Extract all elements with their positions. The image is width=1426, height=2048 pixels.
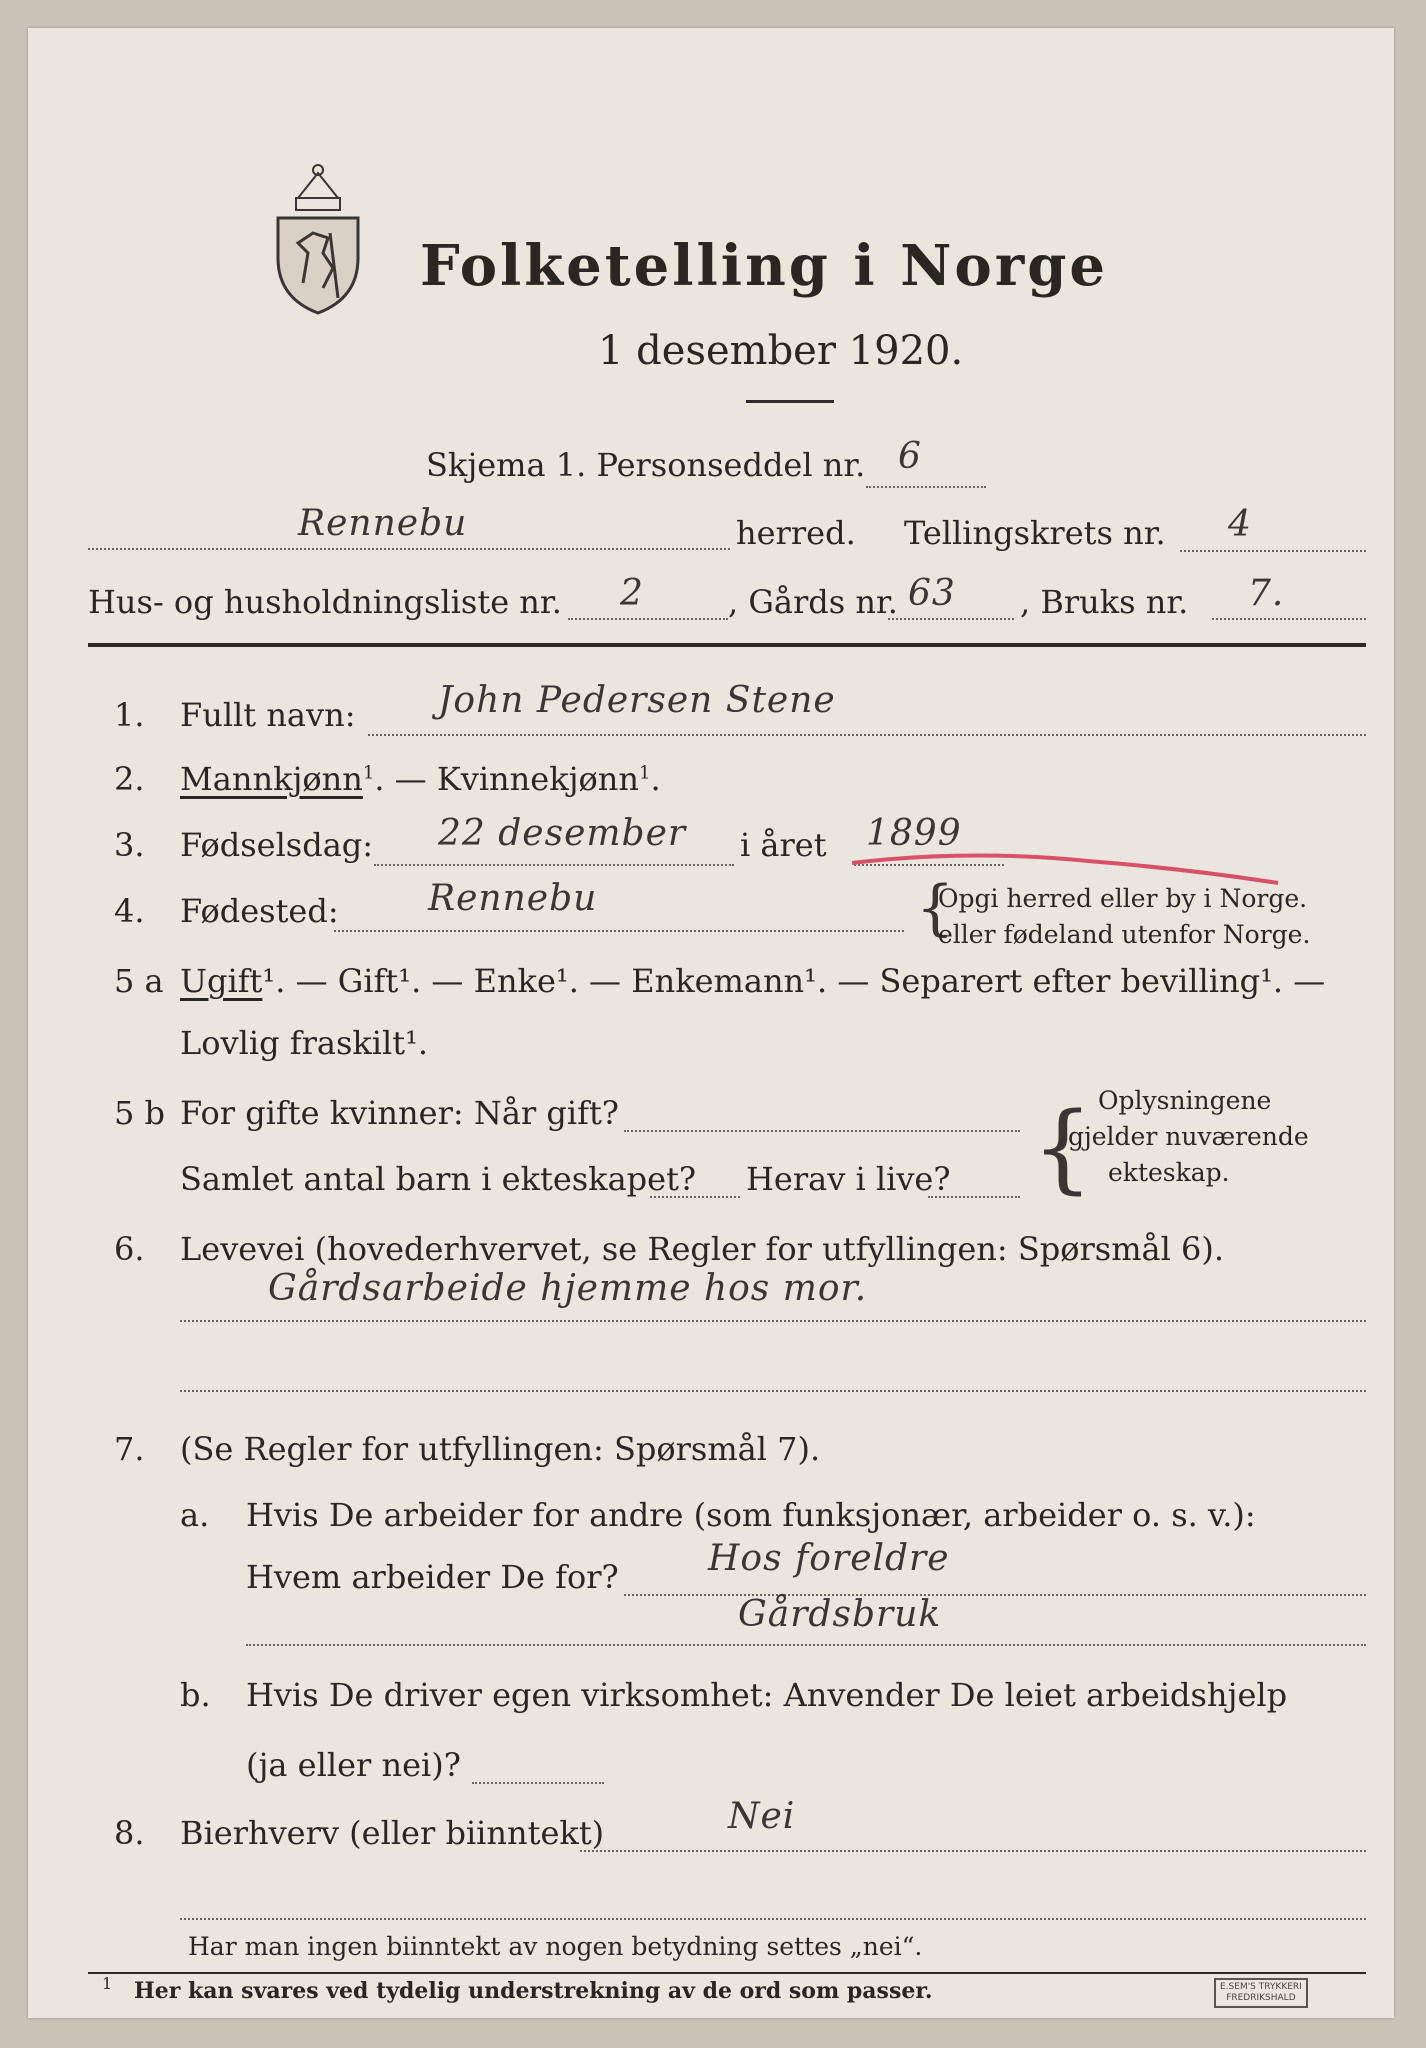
alive-label: Herav i live? (746, 1160, 951, 1198)
q4-number: 4. (114, 892, 145, 930)
male-option: Mannkjønn (180, 760, 363, 798)
occupation-value: Gårdsarbeide hjemme hos mor. (268, 1268, 868, 1309)
side-income-label: Bierhverv (eller biinntekt) (180, 1814, 605, 1852)
title-divider (746, 400, 834, 403)
married-women-label: For gifte kvinner: Når gift? (180, 1094, 619, 1132)
q5b-number: 5 b (114, 1094, 166, 1132)
side-income-note: Har man ingen biinntekt av nogen betydning settes „nei“. (188, 1932, 923, 1961)
hired-help-label: (ja eller nei)? (246, 1746, 461, 1784)
q7a-question: Hvis De arbeider for andre (som funksjonær, arbeider o. s. v.): (246, 1496, 1256, 1534)
herred-value: Rennebu (298, 503, 468, 544)
employer-value-2: Gårdsbruk (738, 1594, 942, 1635)
marital-status-options: Ugift¹. — Gift¹. — Enke¹. — Enkemann¹. — Separert efter bevilling¹. — (180, 962, 1326, 1000)
marriage-note-3: ekteskap. (1108, 1158, 1230, 1187)
husliste-nr: 2 (620, 573, 644, 614)
marriage-note-1: Oplysningene (1098, 1086, 1272, 1115)
bruks-nr: 7. (1248, 573, 1285, 614)
husliste-label: Hus- og husholdningsliste nr. (88, 583, 562, 621)
marital-status-options-2: Lovlig fraskilt¹. (180, 1024, 429, 1062)
q7b-question: Hvis De driver egen virksomhet: Anvender De leiet arbeidshjelp (246, 1676, 1288, 1714)
gender-options: Mannkjønn$^1$. — Kvinnekjønn$^1$. (180, 760, 661, 798)
q7-number: 7. (114, 1430, 145, 1468)
herred-label: herred. (736, 514, 856, 552)
birth-date-value: 22 desember (438, 813, 687, 854)
q7b-letter: b. (180, 1676, 211, 1714)
printer-stamp: E.SEM'S TRYKKERI FREDRIKSHALD (1214, 1978, 1308, 2008)
form-title: Folketelling i Norge (420, 233, 1109, 299)
q1-number: 1. (114, 696, 145, 734)
unmarried-option: Ugift (180, 962, 263, 1000)
footnote-rule (88, 1972, 1366, 1974)
q5a-number: 5 a (114, 962, 164, 1000)
marriage-note-2: gjelder nuværende (1068, 1122, 1309, 1151)
q3-number: 3. (114, 826, 145, 864)
personseddel-nr: 6 (898, 436, 922, 477)
q6-number: 6. (114, 1230, 145, 1268)
header-rule (88, 643, 1366, 647)
coat-of-arms-icon (268, 158, 368, 318)
skjema-label: Skjema 1. Personseddel nr. (426, 446, 866, 484)
tellingskrets-nr: 4 (1228, 504, 1252, 545)
q2-number: 2. (114, 760, 145, 798)
children-label: Samlet antal barn i ekteskapet? (180, 1160, 697, 1198)
employer-label: Hvem arbeider De for? (246, 1558, 619, 1596)
q8-number: 8. (114, 1814, 145, 1852)
footnote-mark: 1 (102, 1974, 113, 1993)
birthplace-note-2: eller fødeland utenfor Norge. (938, 920, 1311, 949)
q1-label: Fullt navn: (180, 696, 356, 734)
full-name-value: John Pedersen Stene (438, 680, 836, 721)
occupation-label: Levevei (hovederhvervet, se Regler for utfyllingen: Spørsmål 6). (180, 1230, 1225, 1268)
year-label: i året (740, 826, 827, 864)
q3-label: Fødselsdag: (180, 826, 374, 864)
gards-nr: 63 (908, 573, 956, 614)
birthplace-value: Rennebu (428, 878, 598, 919)
side-income-value: Nei (728, 1796, 796, 1837)
footnote-text: Her kan svares ved tydelig understrekning av de ord som passer. (134, 1978, 933, 2004)
birth-year-value: 1899 (866, 813, 962, 854)
gards-label: , Gårds nr. (728, 583, 898, 621)
q7-label: (Se Regler for utfyllingen: Spørsmål 7). (180, 1430, 821, 1468)
q4-label: Fødested: (180, 892, 339, 930)
bruks-label: , Bruks nr. (1020, 583, 1189, 621)
employer-value-1: Hos foreldre (708, 1538, 950, 1579)
tellingskrets-label: Tellingskrets nr. (904, 514, 1166, 552)
q7a-letter: a. (180, 1496, 210, 1534)
female-option: Kvinnekjønn (436, 760, 639, 798)
census-form: Folketelling i Norge 1 desember 1920. Skjema 1. Personseddel nr. 6 Rennebu herred. Tellingskrets nr. 4 Hus- og husholdningsliste nr. 2 , Gårds nr. 63 , Bruks nr. 7. 1. Fullt navn: John Pedersen Stene 2. Mannkjønn$^1$. — Kvinnekjønn$^1$. 3. Fødselsdag: 22 desember i året 1899 4. Fødested: Rennebu { Opgi herred eller by i Norge. eller fødeland utenfor Norge. 5 a Ugift¹. — Gift¹. — Enke¹. — Enkemann¹. — Separert efter bevilling¹. — Lovlig fraskilt¹. 5 b For gifte kvinner: Når gift? Samlet antal barn i ekteskapet? Herav i live? { Oplysningene gjelder nuværende ekteskap. 6. Levevei (hovederhvervet, se Regler for utfyllingen: Spørsmål 6). Gårdsarbeide hjemme hos mor. 7. (Se Regler for utfyllingen: Spørsmål 7). a. Hvis De arbeider for andre (som funksjonær, arbeider o. s. v.): Hvem arbeider De for? Hos foreldre Gårdsbruk b. Hvis De driver egen virksomhet: Anvender De leiet arbeidshjelp (ja eller nei)? 8. Bierhverv (eller biinntekt) Nei Har man ingen biinntekt av nogen betydning settes „nei“. 1 Her kan svares ved tydelig understrekning av de ord som passer. E.SEM'S TRYKKERI FREDRIKSHALD (28, 28, 1394, 2018)
census-date: 1 desember 1920. (598, 328, 964, 374)
birthplace-note-1: Opgi herred eller by i Norge. (938, 884, 1308, 913)
